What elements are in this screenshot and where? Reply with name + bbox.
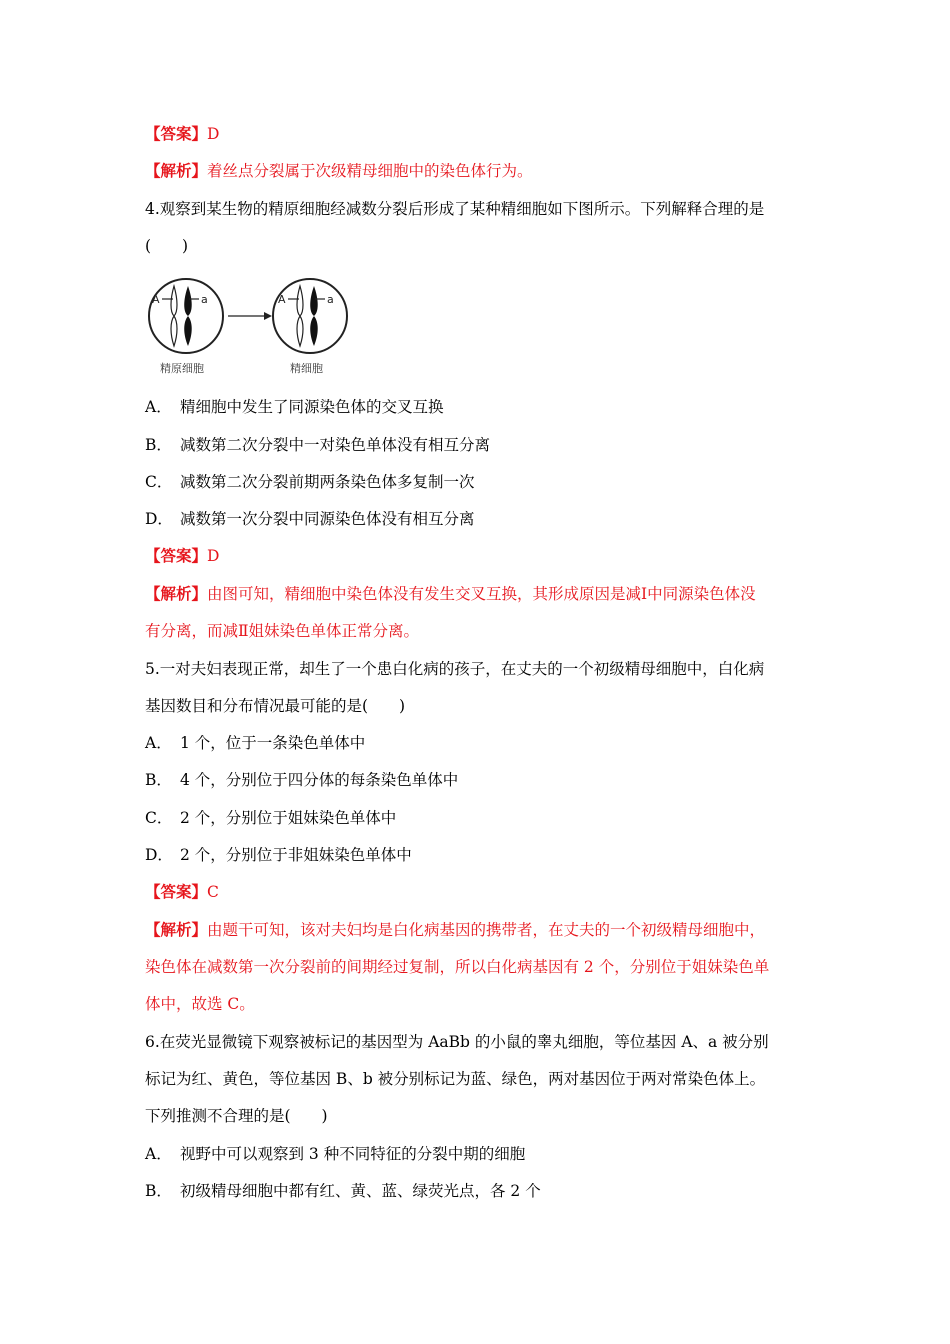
q5-stem-line2: 基因数目和分布情况最可能的是( ) (145, 697, 406, 715)
q5-option-a: A． 1 个，位于一条染色单体中 (145, 734, 366, 752)
arrow-head-icon (264, 312, 272, 320)
q6-stem-line1: 6.在荧光显微镜下观察被标记的基因型为 AaBb 的小鼠的睾丸细胞，等位基因 A、a 被分别 (145, 1033, 769, 1051)
q6-stem-line3: 下列推测不合理的是( ) (145, 1107, 328, 1125)
q5-option-d: D． 2 个，分别位于非姐妹染色单体中 (145, 846, 412, 864)
spermatogonium-circle (149, 279, 223, 353)
q4-answer: 【答案】D (145, 546, 220, 565)
answer-tag: 【答案】 (145, 124, 208, 143)
q3-analysis (145, 161, 533, 181)
q5-stem-line1: 5.一对夫妇表现正常，却生了一个患白化病的孩子，在丈夫的一个初级精母细胞中，白化病 (145, 660, 765, 678)
q4-option-d: D． 减数第一次分裂中同源染色体没有相互分离 (145, 510, 475, 528)
q4-stem-line2: ( ) (145, 237, 189, 255)
left-black-chromosome (184, 286, 192, 346)
q3-answer (145, 124, 219, 144)
q4-analysis-line2: 有分离，而减Ⅱ姐妹染色单体正常分离。 (145, 622, 420, 640)
q4-figure (140, 272, 360, 380)
left-white-chromosome (171, 286, 177, 346)
q6-option-a: A． 视野中可以观察到 3 种不同特征的分裂中期的细胞 (145, 1145, 526, 1163)
left-cell-label: 精原细胞 (160, 362, 204, 375)
q5-answer: 【答案】C (145, 882, 219, 901)
right-cell-label: 精细胞 (290, 362, 323, 375)
q4-option-c: C． 减数第二次分裂前期两条染色体多复制一次 (145, 473, 475, 491)
q4-option-b: B． 减数第二次分裂中一对染色单体没有相互分离 (145, 436, 491, 454)
q5-analysis-line2: 染色体在减数第一次分裂前的间期经过复制，所以白化病基因有 2 个，分别位于姐妹染色单 (145, 958, 770, 976)
q4-analysis-line1: 【解析】由图可知，精细胞中染色体没有发生交叉互换，其形成原因是减Ⅰ中同源染色体没 (145, 584, 756, 603)
cell-diagram (140, 272, 360, 380)
right-white-chromosome (297, 286, 303, 346)
q4-stem-line1: 4.观察到某生物的精原细胞经减数分裂后形成了某种精细胞如下图所示。下列解释合理的是 (145, 200, 765, 218)
q6-stem-line2: 标记为红、黄色，等位基因 B、b 被分别标记为蓝、绿色，两对基因位于两对常染色体上。 (145, 1070, 766, 1088)
analysis-tag: 【解析】 (145, 161, 208, 180)
q5-option-c: C． 2 个，分别位于姐妹染色单体中 (145, 809, 397, 827)
sperm-cell-circle (273, 279, 347, 353)
answer-value: D (207, 125, 220, 143)
right-black-chromosome (310, 286, 318, 346)
q5-analysis-line1: 【解析】由题干可知，该对夫妇均是白化病基因的携带者，在丈夫的一个初级精母细胞中， (145, 920, 766, 939)
analysis-text: 着丝点分裂属于次级精母细胞中的染色体行为。 (207, 162, 533, 180)
gene-a-label: a (201, 293, 208, 306)
gene-A-label-right: A (278, 293, 286, 306)
q4-option-a: A． 精细胞中发生了同源染色体的交叉互换 (145, 398, 444, 416)
q5-analysis-line3: 体中，故选 C。 (145, 995, 255, 1013)
gene-A-label: A (152, 293, 160, 306)
gene-a-label-right: a (327, 293, 334, 306)
q5-option-b: B． 4 个，分别位于四分体的每条染色单体中 (145, 771, 459, 789)
q6-option-b: B． 初级精母细胞中都有红、黄、蓝、绿荧光点，各 2 个 (145, 1182, 541, 1200)
